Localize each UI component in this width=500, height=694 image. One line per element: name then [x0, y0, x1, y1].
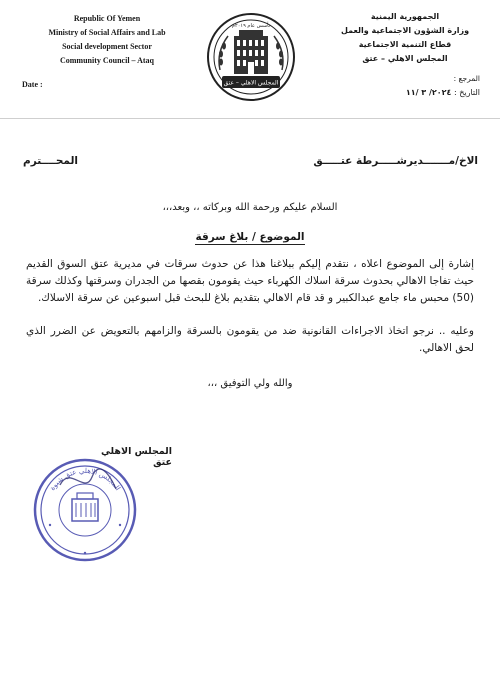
ministry-name-en: Ministry of Social Affairs and Lab [48, 28, 166, 37]
header-divider [0, 118, 500, 119]
official-stamp [30, 455, 140, 565]
english-letterhead [22, 12, 192, 89]
greeting: السلام عليكم ورحمة الله وبركاته ،، وبعد،،، [162, 202, 338, 213]
subject-line [50, 231, 450, 243]
sector-name-ar: قطاع التنمية الاجتماعية [358, 40, 452, 49]
reference-label: المرجع : [453, 74, 480, 83]
sector-name-en: Social development Sector [62, 42, 152, 51]
country-name-ar: الجمهورية اليمنية [370, 12, 440, 21]
recipient-line [23, 155, 478, 167]
closing-line: والله ولي التوفيق ،،، [207, 378, 293, 389]
signatory-name: المجلس الاهلي عتق [100, 446, 172, 468]
logo-top-text: تأسس عام ٢٠١٩م [231, 23, 271, 29]
date-label-en: Date : [22, 80, 43, 89]
council-logo [206, 12, 296, 102]
country-name-en: Republic Of Yemen [73, 14, 141, 23]
date-value-ar: ٢٠٢٤/ ٣ /١١ [405, 88, 452, 97]
council-name-ar: المجلس الاهلي – عتق [362, 54, 448, 63]
date-label-ar: التاريخ : [453, 88, 480, 97]
council-name-en: Community Council – Ataq [59, 56, 154, 65]
recipient-honorific: المحــــترم [23, 155, 79, 167]
logo-banner-text: المجلس الاهلي – عتق [223, 79, 279, 87]
body-paragraph-1: إشارة إلى الموضوع اعلاه ، نتقدم إليكم ببلاغنا هذا عن حدوث سرقات في مديرية عتق السوق القديم حيث تفاجا الاهالي بحدوث سرقة اسلاك الكهرباء حيث يقومون بقصها من الجدران وسرقتها وكذلك سرقة (50) محبس ماء جامع عبدالكبير و قد قام الاهالي بتقديم بلاغ للبحث قبل اسبوعين عن سرقة الاسلاك. [26, 258, 474, 304]
recipient-title: الاخ/مـــــــديرشـــــرطة عتـــــق [313, 155, 478, 167]
arabic-letterhead [330, 10, 480, 100]
body-paragraph-2: وعليه .. نرجو اتخاذ الاجراءات القانونية ضد من يقومون بالسرقة والزامهم بالتعويض عن الضرر الذي لحق الاهالي. [26, 325, 474, 354]
date-line-ar [330, 86, 480, 100]
subject-text: الموضوع / بلاغ سرقة [195, 231, 305, 243]
stamp-text: المجلس الاهلي عتق شبوة [48, 466, 122, 492]
ministry-name-ar: وزارة الشؤون الاجتماعية والعمل [340, 26, 470, 35]
